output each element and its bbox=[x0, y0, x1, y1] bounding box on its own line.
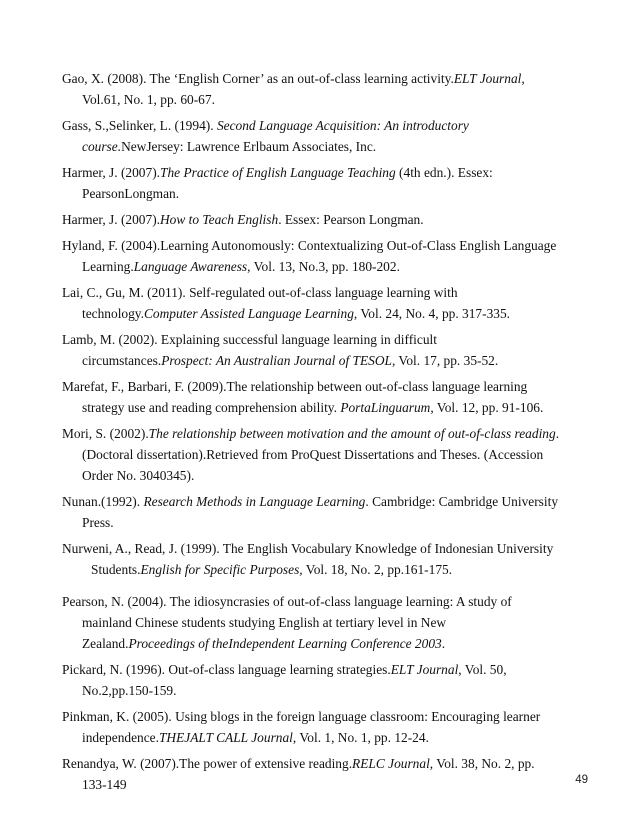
reference-entry: Gass, S.,Selinker, L. (1994). Second Language Acquisition: An introductory course.NewJersey: Lawrence Erlbaum Associates, Inc. bbox=[62, 118, 469, 154]
reference-entry: Nurweni, A., Read, J. (1999). The English Vocabulary Knowledge of Indonesian University Students.English for Specific Purposes, Vol. 18, No. 2, pp.161-175. bbox=[62, 541, 554, 577]
reference-entry: Harmer, J. (2007).How to Teach English. Essex: Pearson Longman. bbox=[62, 212, 424, 227]
reference-entry: Nunan.(1992). Research Methods in Language Learning. Cambridge: Cambridge University Press. bbox=[62, 494, 559, 530]
reference-entry: Pearson, N. (2004). The idiosyncrasies of out-of-class language learning: A study of mainland Chinese students studying English at tertiary level in New Zealand.Proceedings of theIndependent Learning Conference 2003. bbox=[62, 594, 512, 651]
reference-entry: Gao, X. (2008). The ‘English Corner’ as an out-of-class learning activity.ELT Journal, Vol.61, No. 1, pp. 60-67. bbox=[62, 71, 525, 107]
reference-entry: Pinkman, K. (2005). Using blogs in the foreign language classroom: Encouraging learner independence.THEJALT CALL Journal, Vol. 1, No. 1, pp. 12-24. bbox=[62, 709, 541, 745]
reference-entry: Lai, C., Gu, M. (2011). Self-regulated out-of-class language learning with technology.Computer Assisted Language Learning, Vol. 24, No. 4, pp. 317-335. bbox=[62, 285, 511, 321]
reference-entry: Mori, S. (2002).The relationship between motivation and the amount of out-of-class reading.(Doctoral dissertation).Retrieved from ProQuest Dissertations and Theses. (Accession Order No. 3040345). bbox=[62, 426, 560, 483]
reference-entry: Renandya, W. (2007).The power of extensive reading.RELC Journal, Vol. 38, No. 2, pp. 133-149 bbox=[62, 756, 535, 792]
reference-entry: Hyland, F. (2004).Learning Autonomously: Contextualizing Out-of-Class English Language Learning.Language Awareness, Vol. 13, No.3, pp. 180-202. bbox=[62, 238, 557, 274]
reference-entry: Harmer, J. (2007).The Practice of English Language Teaching (4th edn.). Essex: PearsonLongman. bbox=[62, 165, 493, 201]
page-number: 49 bbox=[575, 774, 588, 786]
reference-entry: Pickard, N. (1996). Out-of-class language learning strategies.ELT Journal, Vol. 50, No.2,pp.150-159. bbox=[62, 662, 507, 698]
reference-entry: Marefat, F., Barbari, F. (2009).The relationship between out-of-class language learning strategy use and reading comprehension ability. PortaLinguarum, Vol. 12, pp. 91-106. bbox=[62, 379, 544, 415]
reference-entry: Lamb, M. (2002). Explaining successful language learning in difficult circumstances.Prospect: An Australian Journal of TESOL, Vol. 17, pp. 35-52. bbox=[62, 332, 499, 368]
reference-list bbox=[62, 68, 562, 800]
